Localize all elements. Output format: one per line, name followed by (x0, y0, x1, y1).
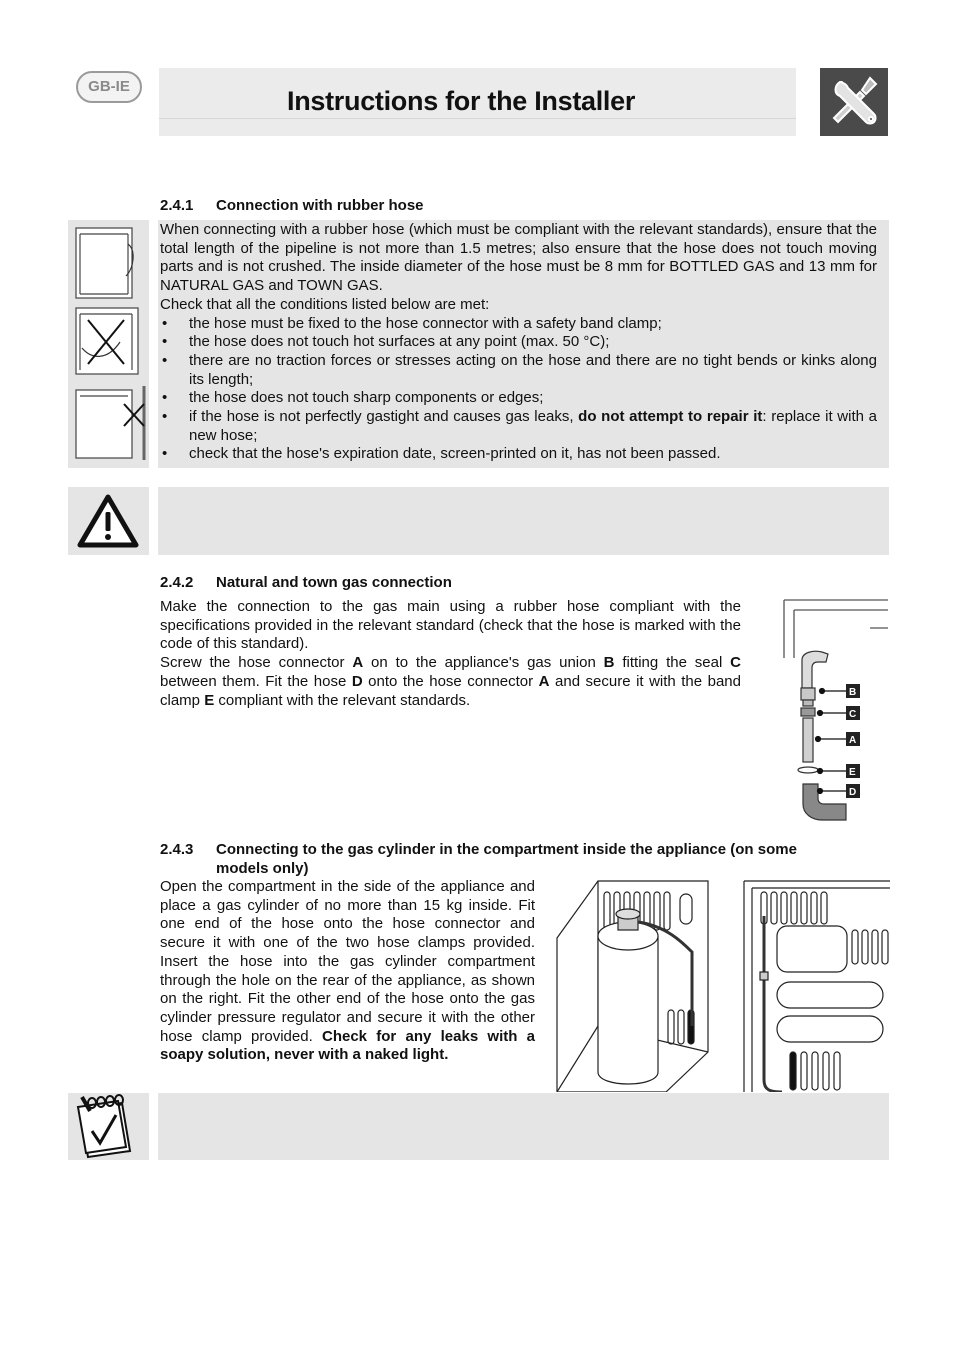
text-run: compliant with the relevant standards. (214, 691, 471, 709)
part-label-b: B (603, 654, 615, 672)
conditions-list (160, 315, 877, 465)
connector-paragraph (160, 654, 741, 710)
part-label-d: D (351, 672, 363, 690)
section-title: Connecting to the gas cylinder in the compartment inside the appliance (on some (216, 841, 797, 858)
label-b: B (849, 687, 857, 698)
warning-triangle-icon (68, 487, 149, 555)
section-heading-2-4-2 (160, 574, 452, 591)
section-number: 2.4.2 (160, 574, 194, 591)
title-bar (159, 68, 796, 136)
label-d: D (849, 787, 857, 798)
gas-main-paragraph: Make the connection to the gas main using a rubber hose compliant with the specifications provided in the relevant standard (check that the hose is marked with the code of this standard). (160, 598, 741, 653)
section-number: 2.4.3 (160, 841, 194, 858)
section-2-4-2-body (160, 598, 741, 710)
repair-warning-bold: do not attempt to repair it (578, 408, 763, 426)
leak-check-bold: Check for any leaks with a soapy solution, never with a naked light. (160, 1027, 535, 1064)
part-label-e: E (204, 691, 215, 709)
text-run: on to the appliance's gas union (363, 654, 604, 672)
text-run: Open the compartment in the side of the appliance and place a gas cylinder of no more than 15 kg inside. Fit one end of the hose onto the hose connector and secure it with one of the two hose clamps provided. Insert the hose into the gas cylinder compartment through the hole on the rear of the appliance, as shown on the right. Fit the other end of the hose onto the gas cylinder pressure regulator and secure it with the other hose clamp provided. (160, 878, 535, 1045)
section-title: Connection with rubber hose (216, 197, 424, 214)
list-item: • the hose must be fixed to the hose connector with a safety band clamp; (160, 315, 877, 334)
hose-intro-paragraph: When connecting with a rubber hose (which must be compliant with the relevant standards), ensure that the total length of the pipeline is not more than 1.5 metres; also ensure that the hose does not touch moving parts and is not crushed. The inside diameter of the hose must be 8 mm for BOTTLED GAS and 13 mm for NATURAL GAS and TOWN GAS. (160, 221, 877, 295)
hose-connector-diagram (770, 598, 890, 828)
list-item-text: : replace it with a new hose; (189, 408, 877, 444)
region-badge: GB-IE (76, 71, 142, 103)
list-item: • check that the hose's expiration date, screen-printed on it, has not been passed. (160, 445, 877, 464)
label-e: E (849, 767, 856, 778)
title-bar-stripe (159, 118, 796, 119)
note-text-panel (158, 1093, 889, 1160)
wrench-screwdriver-icon (820, 68, 888, 136)
label-a: A (849, 735, 857, 746)
note-icon-panel (68, 1093, 149, 1160)
section-title: Natural and town gas connection (216, 574, 452, 591)
hose-routing-illustrations (68, 220, 149, 468)
notepad-check-icon (68, 1093, 149, 1160)
part-label-a: A (538, 672, 550, 690)
list-item (160, 408, 877, 445)
conditions-lead: Check that all the conditions listed below are met: (160, 295, 490, 313)
page-title: Instructions for the Installer (287, 86, 636, 116)
list-item: • the hose does not touch sharp components or edges; (160, 389, 877, 408)
section-heading-2-4-1 (160, 197, 424, 214)
warning-text-panel (158, 487, 889, 555)
part-label-c: C (730, 654, 741, 672)
text-run: between them. Fit the hose (160, 672, 352, 690)
text-run: onto the hose connector (362, 672, 539, 690)
hose-routing-figures-panel (68, 220, 149, 468)
text-run: Screw the hose connector (160, 654, 353, 672)
section-2-4-3-body (160, 878, 535, 1065)
part-label-a: A (352, 654, 364, 672)
list-item: • there are no traction forces or stresses acting on the hose and there are no tight bends or kinks along its length; (160, 352, 877, 389)
list-item: • the hose does not touch hot surfaces at any point (max. 50 °C); (160, 333, 877, 352)
section-heading-2-4-3 (160, 841, 860, 878)
label-c: C (849, 709, 857, 720)
warning-icon-panel (68, 487, 149, 555)
cylinder-paragraph (160, 878, 535, 1065)
list-item-text: if the hose is not perfectly gastight and causes gas leaks, (189, 408, 579, 426)
gas-cylinder-compartment-diagram (556, 876, 890, 1092)
section-title-continued: models only) (216, 859, 309, 877)
text-run: and secure it with the band clamp (160, 672, 741, 709)
section-number: 2.4.1 (160, 197, 194, 214)
text-run: fitting the seal (614, 654, 731, 672)
section-2-4-1-body (160, 221, 877, 464)
